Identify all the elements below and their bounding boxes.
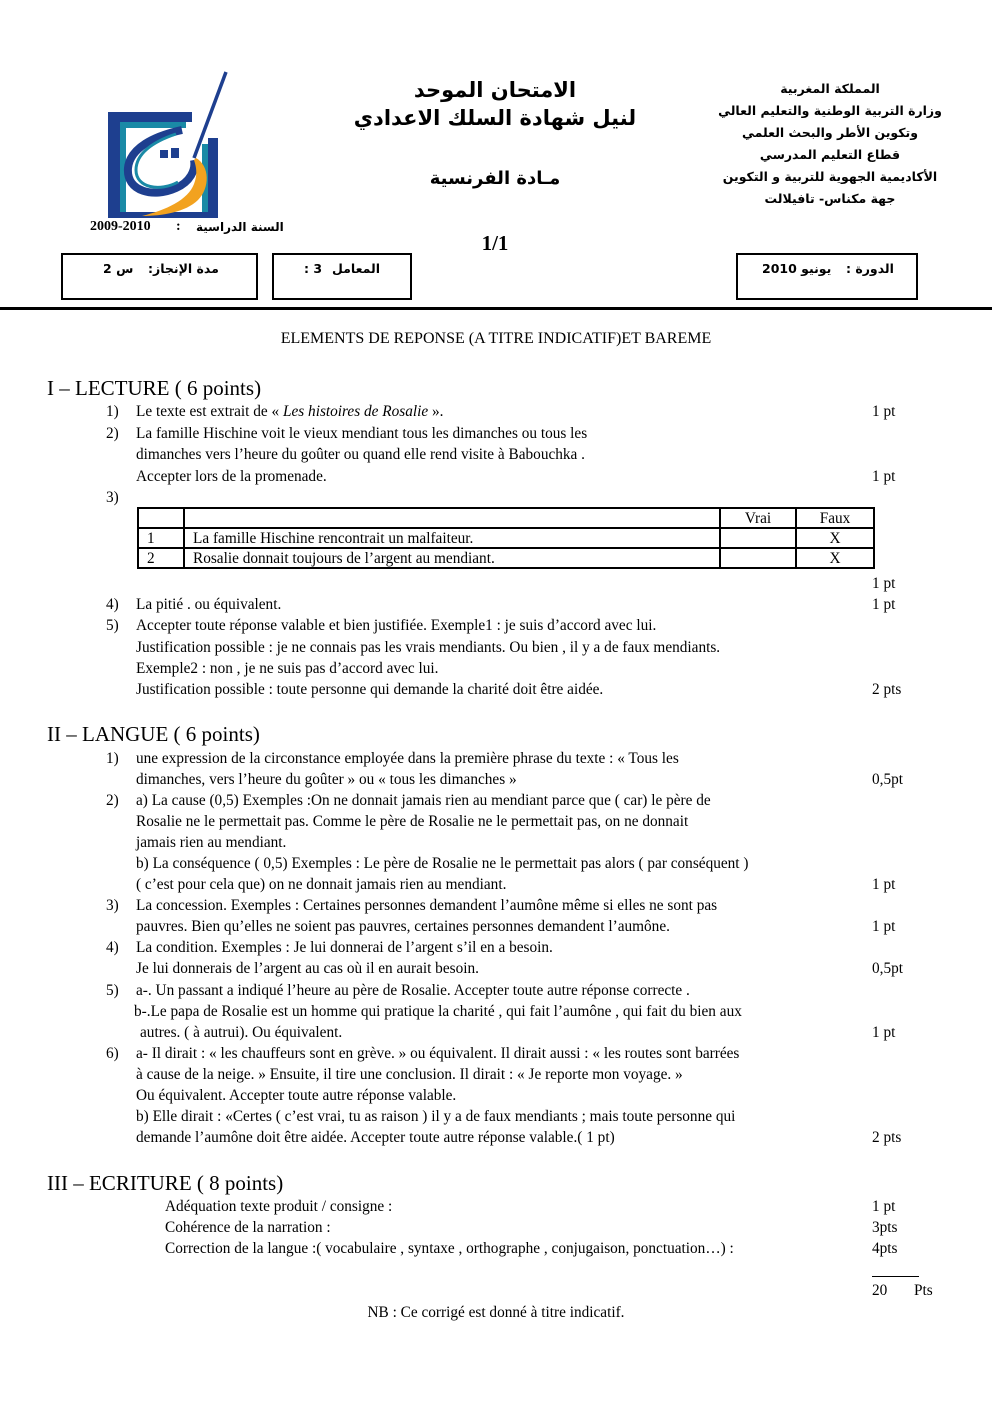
- points-value: 1 pt: [872, 876, 896, 893]
- coefficient-box: [272, 253, 412, 300]
- sector-label: قطاع التعليم المدرسي: [759, 147, 901, 162]
- subject-title: مـادة الفرنسية: [429, 168, 561, 189]
- answer-line: Rosalie ne le permettait pas. Comme le père de Rosalie ne le permettait pas, on ne donnait: [136, 813, 689, 830]
- section-heading: I – LECTURE ( 6 points): [47, 376, 262, 400]
- answer-line: La pitié . ou équivalent.: [136, 596, 282, 613]
- answer-line: à cause de la neige. » Ensuite, il tire une conclusion. Il dirait : « Je reporte mon voyage. »: [136, 1066, 683, 1083]
- answer-line: Je lui donnerais de l’argent au cas où il en aurait besoin.: [136, 960, 479, 977]
- academy-logo-icon: [106, 70, 230, 222]
- answer-line: une expression de la circonstance employée dans la première phrase du texte : « Tous les: [136, 750, 679, 767]
- school-year-label: السنة الدراسية: [196, 220, 284, 234]
- answer-line: Justification possible : toute personne qui demande la charité doit être aidée.: [136, 681, 604, 698]
- session-value: يونيو 2010: [762, 261, 832, 276]
- ministry-label: وزارة التربية الوطنية والتعليم العالي: [718, 103, 942, 118]
- question-number: 2): [106, 425, 119, 442]
- page-number: 1/1: [481, 231, 509, 255]
- answer-line: jamais rien au mendiant.: [136, 834, 287, 851]
- table-header-row: [138, 508, 874, 528]
- row-number: 2: [138, 548, 184, 568]
- duration-value: 2 س: [103, 261, 134, 276]
- answer-line: ( c’est pour cela que) on ne donnait jamais rien au mendiant.: [136, 876, 507, 893]
- answer-line: a- Il dirait : « les chauffeurs sont en grève. » ou équivalent. Il dirait aussi : « les routes sont barrées: [136, 1045, 740, 1062]
- session-label: الدورة :: [846, 261, 894, 276]
- row-faux-mark: X: [796, 548, 874, 568]
- points-value: 0,5pt: [872, 960, 904, 977]
- table-header-vrai: Vrai: [720, 508, 796, 528]
- school-year-value: 2009-2010: [90, 219, 151, 234]
- question-number: 3): [106, 897, 119, 914]
- answer-line: La famille Hischine voit le vieux mendiant tous les dimanches ou tous les: [136, 425, 588, 442]
- answer-line: a-. Un passant a indiqué l’heure au père de Rosalie. Accepter toute autre réponse correcte .: [136, 982, 690, 999]
- duration-box: [61, 253, 258, 300]
- question-number: 1): [106, 403, 119, 420]
- question-number: 5): [106, 617, 119, 634]
- row-vrai-mark: [720, 548, 796, 568]
- total-unit: Pts: [914, 1282, 933, 1299]
- criterion-label: Adéquation texte produit / consigne :: [165, 1198, 393, 1215]
- points-value: 1 pt: [872, 468, 896, 485]
- section-heading: III – ECRITURE ( 8 points): [47, 1171, 284, 1195]
- total-underline: [872, 1276, 919, 1277]
- row-number: 1: [138, 528, 184, 548]
- criterion-points: 1 pt: [872, 1198, 896, 1215]
- points-value: 1 pt: [872, 596, 896, 613]
- footnote: NB : Ce corrigé est donné à titre indicatif.: [367, 1304, 625, 1321]
- answer-line: Exemple2 : non , je ne suis pas d’accord avec lui.: [136, 660, 439, 677]
- criterion-points: 3pts: [872, 1219, 898, 1236]
- exam-title: الامتحان الموحد: [413, 78, 577, 102]
- section-heading: II – LANGUE ( 6 points): [47, 722, 260, 746]
- answer-text: [136, 401, 443, 422]
- answer-line: Justification possible : je ne connais pas les vrais mendiants. Ou bien , il y a de faux mendiants.: [136, 639, 721, 656]
- table-row: [138, 548, 874, 568]
- answer-line: Accepter lors de la promenade.: [136, 468, 327, 485]
- question-number: 2): [106, 792, 119, 809]
- kingdom-label: المملكة المغربية: [780, 81, 880, 96]
- row-statement: La famille Hischine rencontrait un malfaiteur.: [184, 528, 720, 548]
- answer-line: b) La conséquence ( 0,5) Exemples : Le père de Rosalie ne le permettait pas alors ( par conséquent ): [136, 855, 749, 872]
- criterion-points: 4pts: [872, 1240, 898, 1257]
- points-value: 1 pt: [872, 575, 896, 592]
- table-header-faux: Faux: [796, 508, 874, 528]
- answer-line: autres. ( à autrui). Ou équivalent.: [140, 1024, 343, 1041]
- answer-line: Ou équivalent. Accepter toute autre réponse valable.: [136, 1087, 457, 1104]
- points-value: 2 pts: [872, 681, 902, 698]
- coefficient-label: المعامل: [332, 261, 381, 276]
- criterion-label: Cohérence de la narration :: [165, 1219, 331, 1236]
- answer-line: Accepter toute réponse valable et bien justifiée. Exemple1 : je suis d’accord avec lui.: [136, 617, 657, 634]
- ministry-label-2: وتكوين الأطر والبحث العلمي: [742, 125, 918, 140]
- answer-line: b-.Le papa de Rosalie est un homme qui pratique la charité , qui fait l’aumône , qui fait du bien aux: [134, 1003, 742, 1020]
- points-value: 1 pt: [872, 1024, 896, 1041]
- question-number: 1): [106, 750, 119, 767]
- document-title: ELEMENTS DE REPONSE (A TITRE INDICATIF)ET BAREME: [280, 330, 712, 347]
- administration-block: [705, 78, 955, 210]
- table-row: [138, 528, 874, 548]
- question-number: 5): [106, 982, 119, 999]
- answer-line: La concession. Exemples : Certaines personnes demandent l’aumône même si elles ne sont pas: [136, 897, 718, 914]
- answer-line: La condition. Exemples : Je lui donnerai de l’argent s’il en a besoin.: [136, 939, 553, 956]
- table-header-cell: [184, 508, 720, 528]
- session-box: [736, 253, 918, 300]
- points-value: 1 pt: [872, 403, 896, 420]
- answer-text-part: Le texte est extrait de «: [136, 403, 283, 420]
- school-year-sep: :: [176, 219, 181, 234]
- row-statement: Rosalie donnait toujours de l’argent au mendiant.: [184, 548, 720, 568]
- question-number: 4): [106, 596, 119, 613]
- points-value: 2 pts: [872, 1129, 902, 1146]
- question-number: 6): [106, 1045, 119, 1062]
- answer-line: demande l’aumône doit être aidée. Accepter toute autre réponse valable.( 1 pt): [136, 1129, 615, 1146]
- coefficient-value: : 3: [304, 261, 323, 276]
- points-value: 1 pt: [872, 918, 896, 935]
- region-label: جهة مكناس- تافيلالت: [764, 191, 896, 206]
- row-faux-mark: X: [796, 528, 874, 548]
- answer-line: dimanches, vers l’heure du goûter » ou « tous les dimanches »: [136, 771, 517, 788]
- row-vrai-mark: [720, 528, 796, 548]
- table-header-cell: [138, 508, 184, 528]
- duration-label: مدة الإنجاز:: [148, 261, 219, 276]
- school-year: [88, 219, 288, 241]
- question-number: 4): [106, 939, 119, 956]
- answer-text-part: ».: [428, 403, 444, 420]
- answer-line: b) Elle dirait : «Certes ( c’est vrai, tu as raison ) il y a de faux mendiants ; mais toute personne qui: [136, 1108, 736, 1125]
- total-value: 20: [872, 1282, 888, 1299]
- header-divider: [0, 307, 992, 310]
- true-false-table: [137, 507, 875, 569]
- answer-line: a) La cause (0,5) Exemples :On ne donnait jamais rien au mendiant parce que ( car) le père de: [136, 792, 711, 809]
- criterion-label: Correction de la langue :( vocabulaire , syntaxe , orthographe , conjugaison, ponctuation…) :: [165, 1240, 734, 1257]
- exam-subtitle: لنيل شهادة السلك الاعدادي: [353, 106, 637, 130]
- answer-line: dimanches vers l’heure du goûter ou quand elle rend visite à Babouchka .: [136, 446, 585, 463]
- academy-label: الأكاديمية الجهوية للتربية و التكوين: [722, 169, 938, 184]
- points-value: 0,5pt: [872, 771, 904, 788]
- question-number: 3): [106, 489, 119, 506]
- book-title: Les histoires de Rosalie: [282, 403, 429, 420]
- answer-line: pauvres. Bien qu’elles ne soient pas pauvres, certaines personnes demandent l’aumône.: [136, 918, 670, 935]
